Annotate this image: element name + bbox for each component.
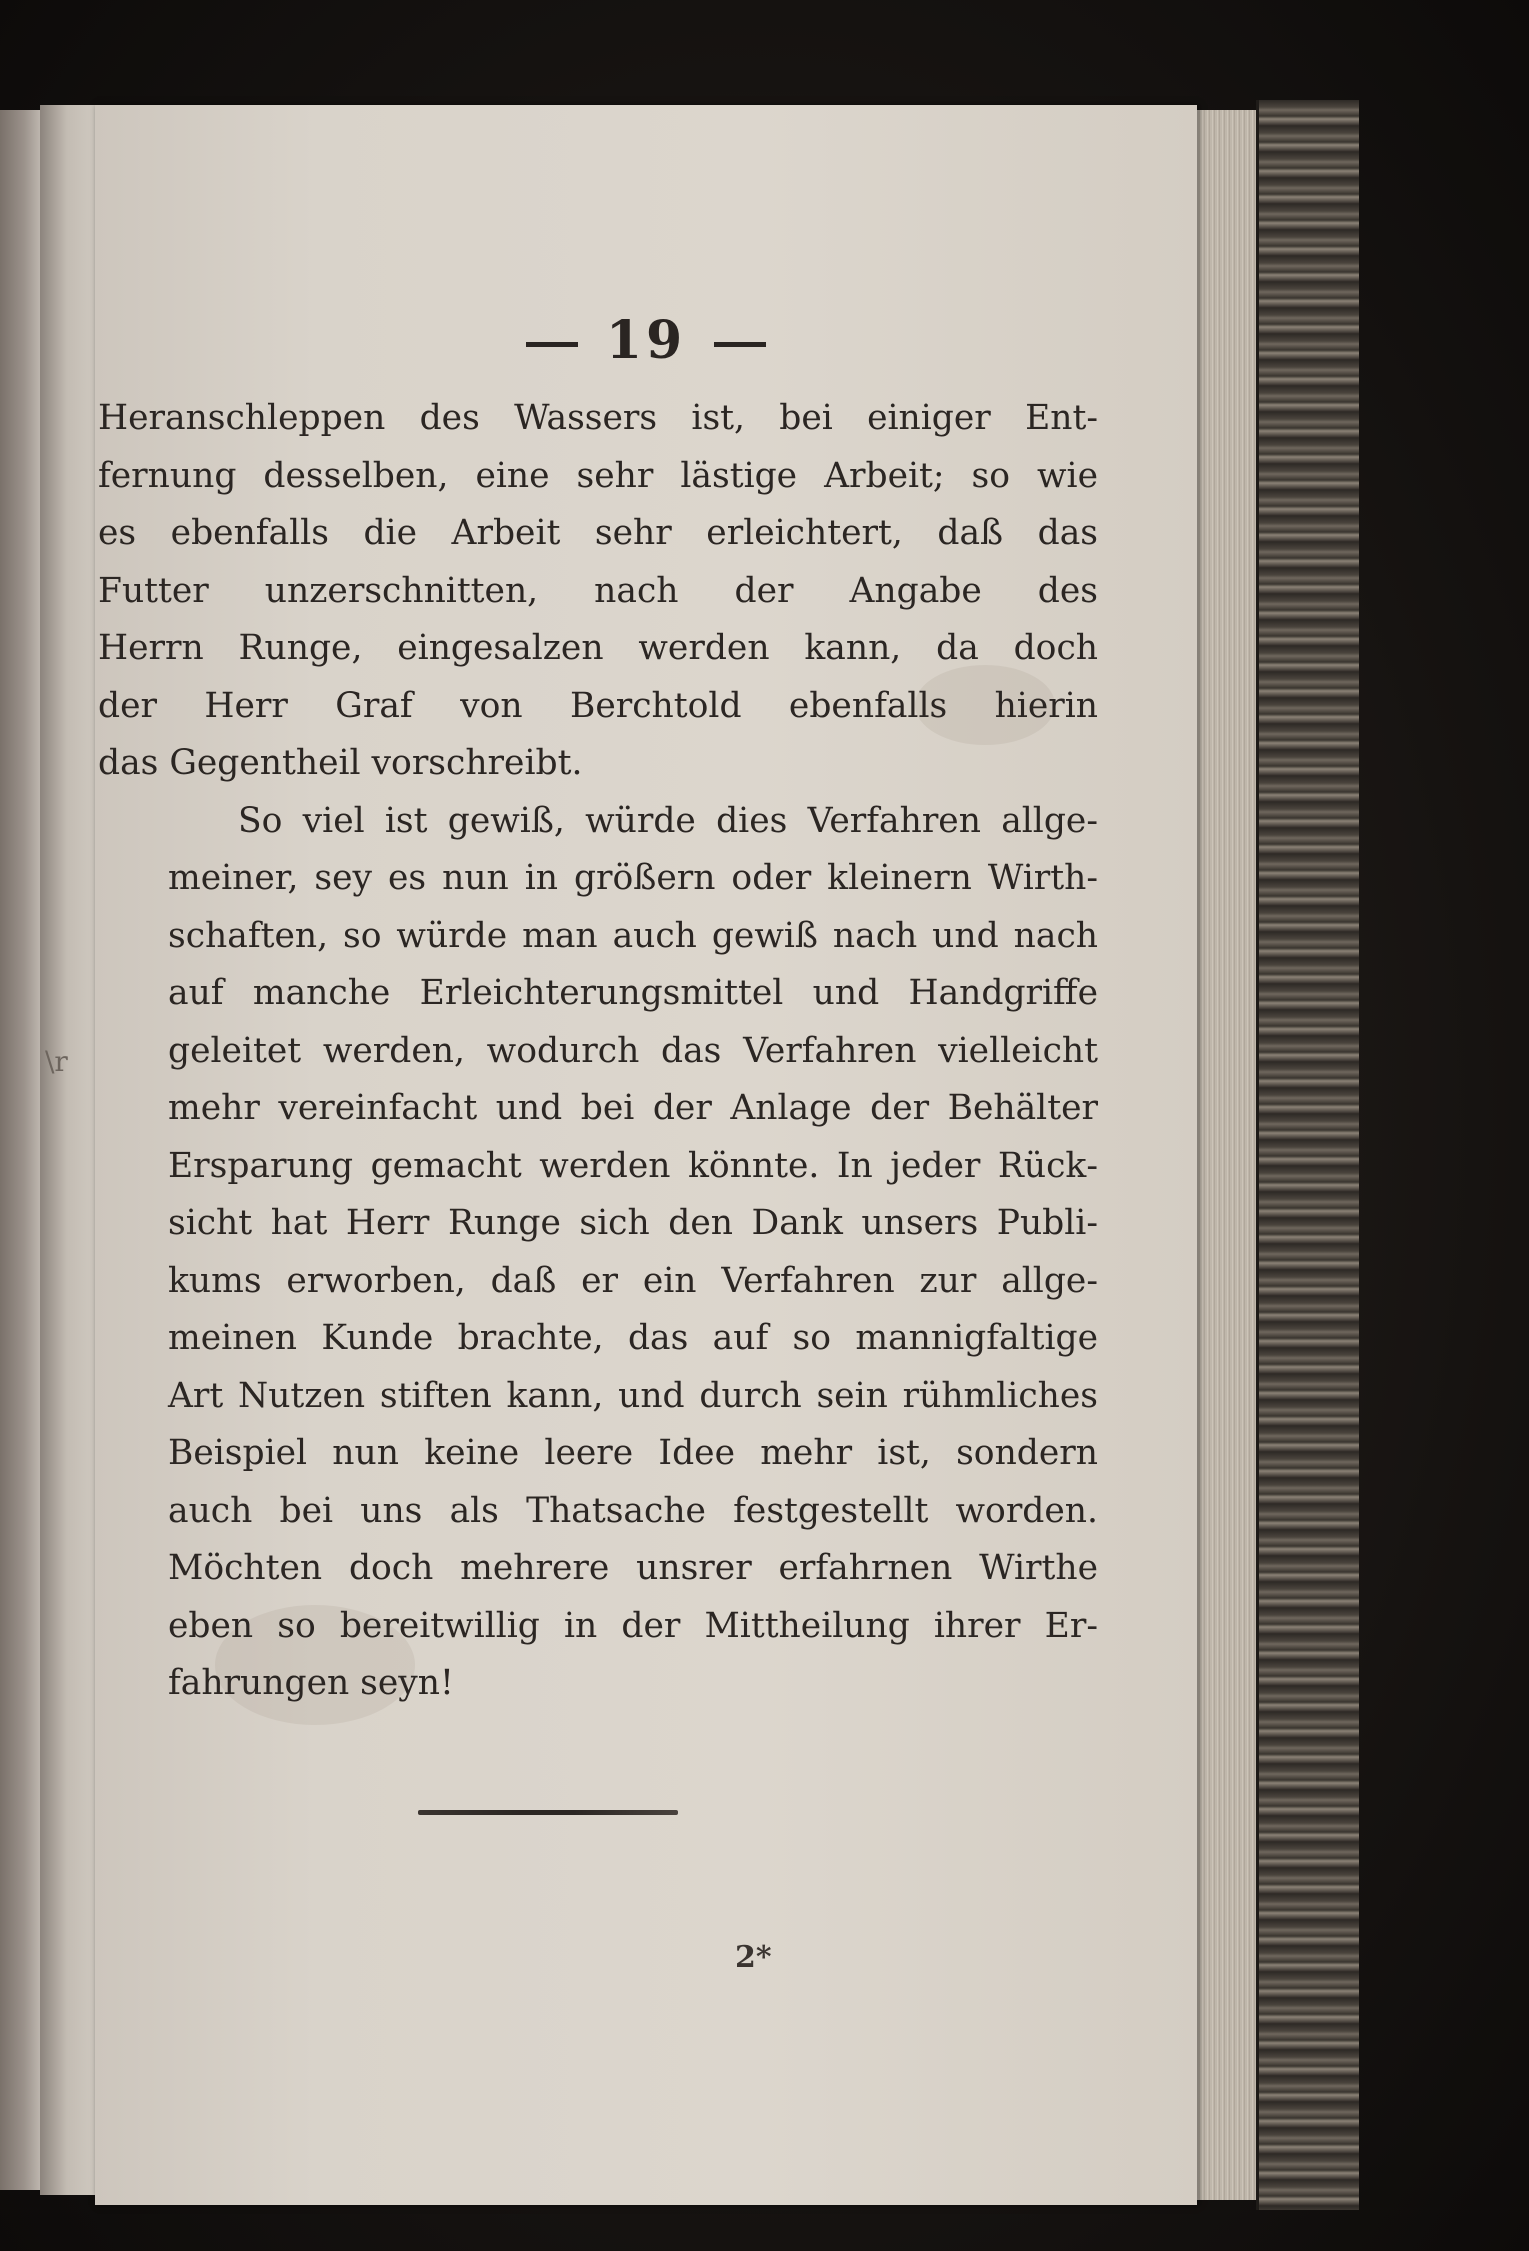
marbled-cover-edge xyxy=(1256,100,1359,2210)
text-line: So viel ist gewiß, würde dies Verfahren allge‑ xyxy=(238,800,1098,841)
text-line: eben so bereitwillig in der Mittheilung ihrer Er‑ xyxy=(168,1605,1098,1646)
text-line: Futter unzerschnitten, nach der Angabe des xyxy=(98,570,1098,611)
text-line: sicht hat Herr Runge sich den Dank unsers Publi‑ xyxy=(168,1203,1098,1243)
header-dash-right xyxy=(714,342,766,347)
text-line: Möchten doch mehrere unsrer erfahrnen Wirthe xyxy=(168,1548,1098,1588)
page-header xyxy=(95,310,1197,371)
text-line: auf manche Erleichterungsmittel und Handgriffe xyxy=(168,973,1098,1013)
text-line: auch bei uns als Thatsache festgestellt worden. xyxy=(168,1490,1098,1531)
text-line: meinen Kunde brachte, das auf so mannigfaltige xyxy=(168,1318,1098,1358)
book-gutter xyxy=(40,105,100,2195)
text-line: Heranschleppen des Wassers ist, bei einiger Ent‑ xyxy=(98,398,1098,438)
paragraph-1 xyxy=(98,390,1098,793)
signature-mark: 2* xyxy=(735,1940,772,1975)
text-line: Herrn Runge, eingesalzen werden kann, da doch xyxy=(98,628,1098,668)
text-line: fernung desselben, eine sehr lästige Arbeit; so wie xyxy=(98,455,1098,496)
closing-rule xyxy=(418,1810,678,1815)
text-line: schaften, so würde man auch gewiß nach und nach xyxy=(168,915,1098,956)
header-dash-left xyxy=(526,342,578,347)
text-line: mehr vereinfacht und bei der Anlage der Behälter xyxy=(168,1088,1098,1128)
left-page-edge xyxy=(0,110,40,2190)
text-line: der Herr Graf von Berchtold ebenfalls hierin xyxy=(98,685,1098,726)
text-line: kums erworben, daß er ein Verfahren zur allge‑ xyxy=(168,1260,1098,1301)
text-line: Beispiel nun keine leere Idee mehr ist, sondern xyxy=(168,1433,1098,1473)
text-line: fahrungen seyn! xyxy=(168,1663,454,1703)
page-number: 19 xyxy=(605,310,687,371)
paragraph-2 xyxy=(98,793,1098,1713)
book-page xyxy=(95,105,1197,2205)
text-line: Art Nutzen stiften kann, und durch sein rühmliches xyxy=(168,1375,1098,1416)
text-line: das Gegentheil vorschreibt. xyxy=(98,743,583,783)
text-line: geleitet werden, wodurch das Verfahren vielleicht xyxy=(168,1030,1098,1071)
page-stack-edge xyxy=(1196,110,1256,2200)
body-text xyxy=(98,390,1098,1713)
text-line: meiner, sey es nun in größern oder kleinern Wirth‑ xyxy=(168,858,1098,898)
gutter-margin-mark: \r xyxy=(45,1045,68,1078)
text-line: es ebenfalls die Arbeit sehr erleichtert, daß das xyxy=(98,513,1098,553)
text-line: Ersparung gemacht werden könnte. In jeder Rück‑ xyxy=(168,1145,1098,1186)
